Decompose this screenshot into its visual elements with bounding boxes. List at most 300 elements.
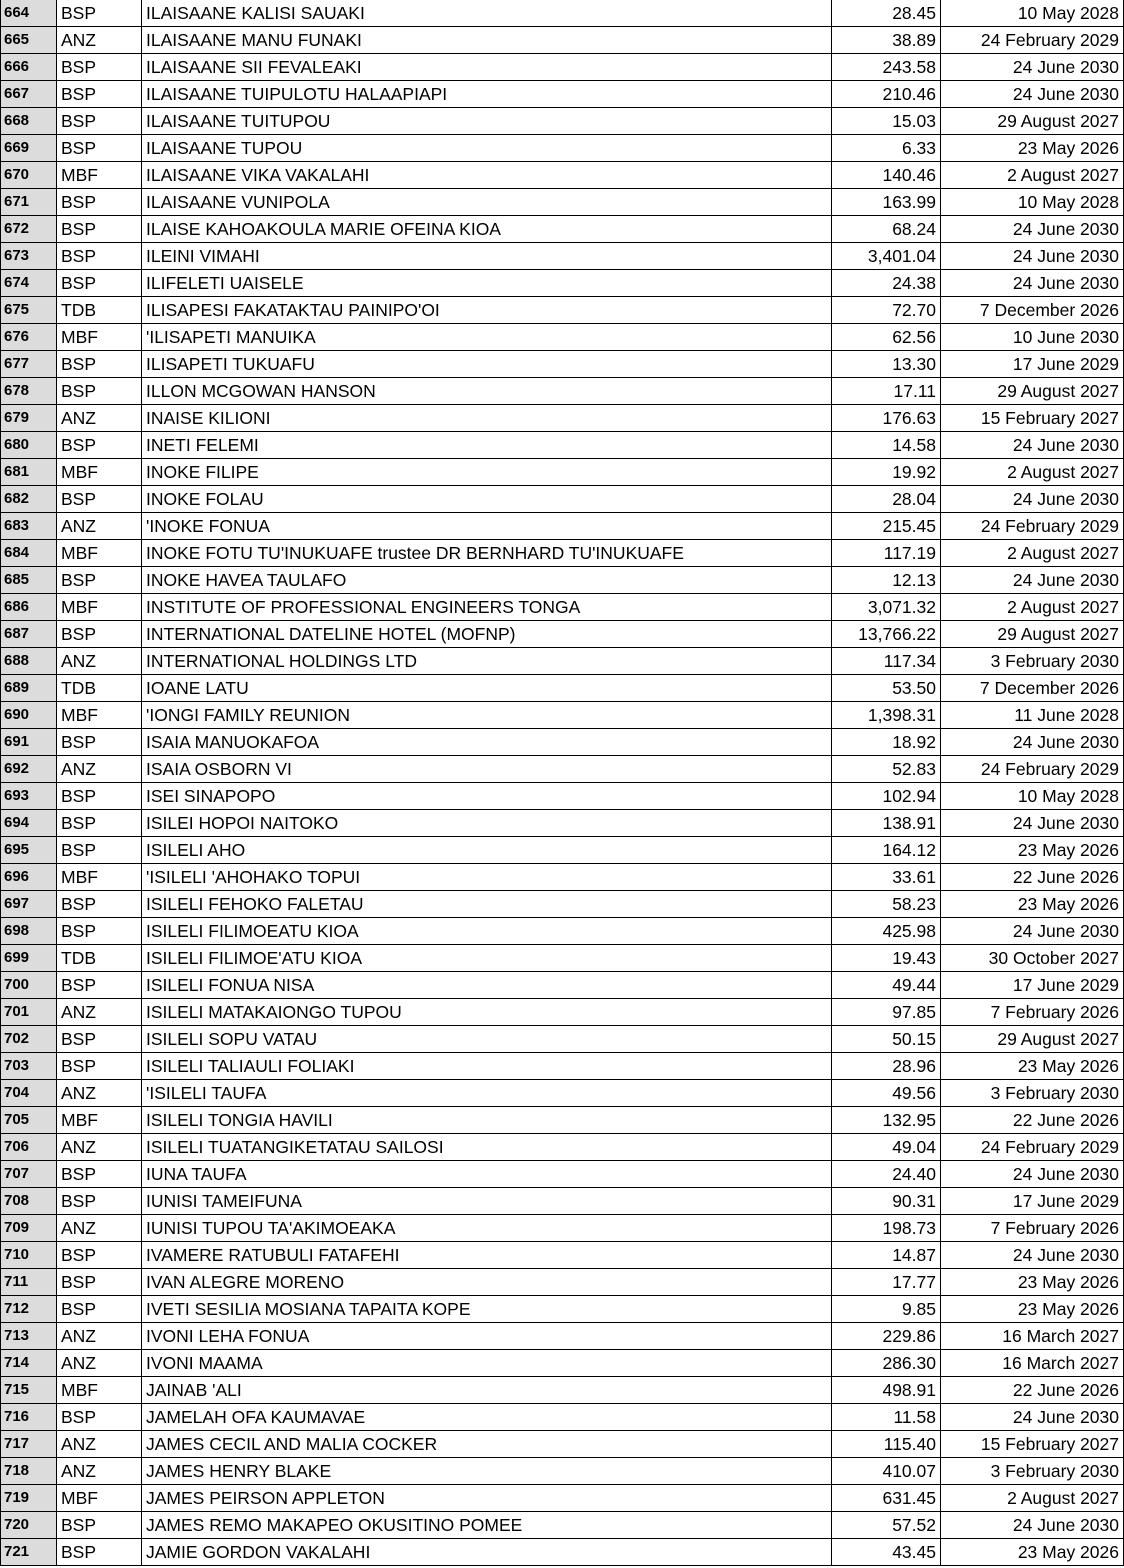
table-row [1,1296,1124,1323]
account-name-cell: 'ISILELI 'AHOHAKO TOPUI [142,864,832,891]
date-cell: 17 June 2029 [941,972,1124,999]
amount-cell: 24.40 [832,1161,941,1188]
account-name-cell: JAMELAH OFA KAUMAVAE [142,1404,832,1431]
account-name-cell: ILAISAANE TUITUPOU [142,108,832,135]
account-name-cell: INTERNATIONAL DATELINE HOTEL (MOFNP) [142,621,832,648]
account-name-cell: INAISE KILIONI [142,405,832,432]
row-number-cell: 692 [1,756,57,783]
amount-cell: 631.45 [832,1485,941,1512]
bank-code-cell: MBF [57,702,142,729]
row-number-cell: 699 [1,945,57,972]
date-cell: 24 June 2030 [941,270,1124,297]
account-name-cell: IVONI LEHA FONUA [142,1323,832,1350]
date-cell: 7 February 2026 [941,1215,1124,1242]
account-name-cell: 'INOKE FONUA [142,513,832,540]
bank-code-cell: BSP [57,1539,142,1566]
table-body [1,0,1124,1566]
account-name-cell: ILEINI VIMAHI [142,243,832,270]
row-number-cell: 672 [1,216,57,243]
date-cell: 23 May 2026 [941,1269,1124,1296]
amount-cell: 62.56 [832,324,941,351]
bank-code-cell: BSP [57,1242,142,1269]
bank-code-cell: BSP [57,0,142,27]
row-number-cell: 710 [1,1242,57,1269]
table-row [1,432,1124,459]
table-row [1,1323,1124,1350]
table-row [1,1350,1124,1377]
amount-cell: 58.23 [832,891,941,918]
bank-code-cell: BSP [57,486,142,513]
amount-cell: 72.70 [832,297,941,324]
table-row [1,864,1124,891]
account-name-cell: INOKE HAVEA TAULAFO [142,567,832,594]
amount-cell: 49.04 [832,1134,941,1161]
account-name-cell: ILAISE KAHOAKOULA MARIE OFEINA KIOA [142,216,832,243]
row-number-cell: 677 [1,351,57,378]
bank-code-cell: BSP [57,1053,142,1080]
amount-cell: 9.85 [832,1296,941,1323]
table-row [1,351,1124,378]
date-cell: 11 June 2028 [941,702,1124,729]
row-number-cell: 669 [1,135,57,162]
date-cell: 22 June 2026 [941,1377,1124,1404]
bank-code-cell: ANZ [57,1458,142,1485]
account-name-cell: ISILEI HOPOI NAITOKO [142,810,832,837]
table-row [1,918,1124,945]
row-number-cell: 716 [1,1404,57,1431]
date-cell: 10 May 2028 [941,0,1124,27]
table-row [1,1458,1124,1485]
bank-code-cell: MBF [57,1485,142,1512]
date-cell: 24 June 2030 [941,810,1124,837]
row-number-cell: 690 [1,702,57,729]
date-cell: 15 February 2027 [941,405,1124,432]
row-number-cell: 686 [1,594,57,621]
bank-code-cell: BSP [57,810,142,837]
amount-cell: 102.94 [832,783,941,810]
table-row [1,675,1124,702]
row-number-cell: 682 [1,486,57,513]
amount-cell: 43.45 [832,1539,941,1566]
amount-cell: 33.61 [832,864,941,891]
date-cell: 23 May 2026 [941,1053,1124,1080]
bank-code-cell: BSP [57,783,142,810]
amount-cell: 14.87 [832,1242,941,1269]
bank-code-cell: BSP [57,54,142,81]
bank-code-cell: TDB [57,675,142,702]
amount-cell: 176.63 [832,405,941,432]
account-name-cell: JAMES CECIL AND MALIA COCKER [142,1431,832,1458]
account-name-cell: 'ILISAPETI MANUIKA [142,324,832,351]
amount-cell: 229.86 [832,1323,941,1350]
amount-cell: 3,071.32 [832,594,941,621]
amount-cell: 68.24 [832,216,941,243]
bank-code-cell: MBF [57,324,142,351]
amount-cell: 24.38 [832,270,941,297]
amount-cell: 198.73 [832,1215,941,1242]
row-number-cell: 706 [1,1134,57,1161]
account-name-cell: ISILELI SOPU VATAU [142,1026,832,1053]
amount-cell: 210.46 [832,81,941,108]
date-cell: 10 May 2028 [941,783,1124,810]
amount-cell: 117.19 [832,540,941,567]
date-cell: 24 June 2030 [941,729,1124,756]
table-row [1,1485,1124,1512]
bank-code-cell: TDB [57,945,142,972]
account-name-cell: ISAIA MANUOKAFOA [142,729,832,756]
table-row [1,27,1124,54]
account-name-cell: 'ISILELI TAUFA [142,1080,832,1107]
account-name-cell: IUNISI TUPOU TA'AKIMOEAKA [142,1215,832,1242]
account-name-cell: INOKE FOLAU [142,486,832,513]
account-name-cell: JAINAB 'ALI [142,1377,832,1404]
date-cell: 7 February 2026 [941,999,1124,1026]
account-name-cell: ILISAPETI TUKUAFU [142,351,832,378]
row-number-cell: 688 [1,648,57,675]
bank-code-cell: BSP [57,243,142,270]
row-number-cell: 696 [1,864,57,891]
date-cell: 17 June 2029 [941,351,1124,378]
date-cell: 22 June 2026 [941,1107,1124,1134]
date-cell: 24 June 2030 [941,54,1124,81]
table-row [1,648,1124,675]
date-cell: 7 December 2026 [941,675,1124,702]
row-number-cell: 691 [1,729,57,756]
row-number-cell: 697 [1,891,57,918]
account-name-cell: ILAISAANE VUNIPOLA [142,189,832,216]
bank-code-cell: MBF [57,162,142,189]
amount-cell: 15.03 [832,108,941,135]
date-cell: 2 August 2027 [941,594,1124,621]
amount-cell: 50.15 [832,1026,941,1053]
bank-code-cell: MBF [57,540,142,567]
table-row [1,162,1124,189]
row-number-cell: 685 [1,567,57,594]
bank-code-cell: BSP [57,1296,142,1323]
date-cell: 16 March 2027 [941,1323,1124,1350]
row-number-cell: 694 [1,810,57,837]
bank-code-cell: ANZ [57,999,142,1026]
table-row [1,540,1124,567]
row-number-cell: 714 [1,1350,57,1377]
amount-cell: 53.50 [832,675,941,702]
date-cell: 24 February 2029 [941,27,1124,54]
table-row [1,513,1124,540]
row-number-cell: 689 [1,675,57,702]
row-number-cell: 721 [1,1539,57,1566]
date-cell: 24 June 2030 [941,918,1124,945]
account-name-cell: ISILELI TONGIA HAVILI [142,1107,832,1134]
amount-cell: 17.77 [832,1269,941,1296]
row-number-cell: 711 [1,1269,57,1296]
account-name-cell: INTERNATIONAL HOLDINGS LTD [142,648,832,675]
table-row [1,972,1124,999]
amount-cell: 215.45 [832,513,941,540]
amount-cell: 52.83 [832,756,941,783]
table-row [1,297,1124,324]
date-cell: 3 February 2030 [941,1080,1124,1107]
row-number-cell: 700 [1,972,57,999]
row-number-cell: 681 [1,459,57,486]
amount-cell: 12.13 [832,567,941,594]
date-cell: 24 June 2030 [941,1404,1124,1431]
table-row [1,189,1124,216]
account-name-cell: ISILELI TALIAULI FOLIAKI [142,1053,832,1080]
account-name-cell: JAMES REMO MAKAPEO OKUSITINO POMEE [142,1512,832,1539]
account-name-cell: ISAIA OSBORN VI [142,756,832,783]
table-row [1,486,1124,513]
amount-cell: 19.92 [832,459,941,486]
account-name-cell: 'IONGI FAMILY REUNION [142,702,832,729]
date-cell: 16 March 2027 [941,1350,1124,1377]
amount-cell: 90.31 [832,1188,941,1215]
row-number-cell: 678 [1,378,57,405]
bank-code-cell: BSP [57,81,142,108]
date-cell: 22 June 2026 [941,864,1124,891]
table-row [1,135,1124,162]
account-name-cell: IUNISI TAMEIFUNA [142,1188,832,1215]
bank-code-cell: BSP [57,891,142,918]
row-number-cell: 687 [1,621,57,648]
bank-code-cell: BSP [57,270,142,297]
date-cell: 29 August 2027 [941,1026,1124,1053]
amount-cell: 11.58 [832,1404,941,1431]
row-number-cell: 708 [1,1188,57,1215]
row-number-cell: 679 [1,405,57,432]
date-cell: 23 May 2026 [941,891,1124,918]
account-name-cell: ILAISAANE KALISI SAUAKI [142,0,832,27]
account-name-cell: JAMES HENRY BLAKE [142,1458,832,1485]
row-number-cell: 674 [1,270,57,297]
account-name-cell: ISILELI FILIMOEATU KIOA [142,918,832,945]
bank-code-cell: TDB [57,297,142,324]
bank-code-cell: ANZ [57,756,142,783]
date-cell: 24 June 2030 [941,432,1124,459]
amount-cell: 286.30 [832,1350,941,1377]
bank-code-cell: MBF [57,594,142,621]
table-row [1,1188,1124,1215]
bank-code-cell: BSP [57,621,142,648]
bank-code-cell: BSP [57,216,142,243]
bank-code-cell: BSP [57,1269,142,1296]
bank-code-cell: ANZ [57,1323,142,1350]
table-row [1,1512,1124,1539]
date-cell: 2 August 2027 [941,162,1124,189]
row-number-cell: 712 [1,1296,57,1323]
date-cell: 24 June 2030 [941,1242,1124,1269]
date-cell: 24 June 2030 [941,1161,1124,1188]
date-cell: 29 August 2027 [941,378,1124,405]
date-cell: 7 December 2026 [941,297,1124,324]
amount-cell: 498.91 [832,1377,941,1404]
date-cell: 29 August 2027 [941,621,1124,648]
table-row [1,1080,1124,1107]
row-number-cell: 707 [1,1161,57,1188]
table-row [1,783,1124,810]
account-name-cell: INOKE FILIPE [142,459,832,486]
row-number-cell: 717 [1,1431,57,1458]
table-row [1,1242,1124,1269]
table-row [1,756,1124,783]
bank-code-cell: ANZ [57,1215,142,1242]
bank-code-cell: BSP [57,1161,142,1188]
row-number-cell: 719 [1,1485,57,1512]
bank-code-cell: BSP [57,351,142,378]
amount-cell: 28.45 [832,0,941,27]
account-name-cell: IUNA TAUFA [142,1161,832,1188]
row-number-cell: 676 [1,324,57,351]
row-number-cell: 670 [1,162,57,189]
row-number-cell: 664 [1,0,57,27]
table-row [1,729,1124,756]
account-name-cell: ILLON MCGOWAN HANSON [142,378,832,405]
table-row [1,54,1124,81]
amount-cell: 13.30 [832,351,941,378]
amount-cell: 28.04 [832,486,941,513]
date-cell: 29 August 2027 [941,108,1124,135]
account-name-cell: ISILELI AHO [142,837,832,864]
bank-code-cell: ANZ [57,513,142,540]
bank-code-cell: BSP [57,1188,142,1215]
amount-cell: 425.98 [832,918,941,945]
bank-code-cell: BSP [57,189,142,216]
bank-code-cell: ANZ [57,648,142,675]
table-row [1,1404,1124,1431]
table-row [1,702,1124,729]
account-name-cell: ILAISAANE VIKA VAKALAHI [142,162,832,189]
row-number-cell: 703 [1,1053,57,1080]
table-row [1,1215,1124,1242]
amount-cell: 28.96 [832,1053,941,1080]
amount-cell: 138.91 [832,810,941,837]
row-number-cell: 665 [1,27,57,54]
bank-code-cell: MBF [57,1377,142,1404]
table-row [1,108,1124,135]
row-number-cell: 684 [1,540,57,567]
bank-code-cell: BSP [57,378,142,405]
date-cell: 24 June 2030 [941,567,1124,594]
account-name-cell: IVONI MAAMA [142,1350,832,1377]
account-name-cell: JAMIE GORDON VAKALAHI [142,1539,832,1566]
table-row [1,945,1124,972]
row-number-cell: 718 [1,1458,57,1485]
row-number-cell: 693 [1,783,57,810]
bank-code-cell: MBF [57,864,142,891]
amount-cell: 14.58 [832,432,941,459]
table-row [1,594,1124,621]
amount-cell: 97.85 [832,999,941,1026]
row-number-cell: 715 [1,1377,57,1404]
row-number-cell: 702 [1,1026,57,1053]
account-name-cell: INOKE FOTU TU'INUKUAFE trustee DR BERNHARD TU'INUKUAFE [142,540,832,567]
row-number-cell: 668 [1,108,57,135]
account-name-cell: IOANE LATU [142,675,832,702]
amount-cell: 18.92 [832,729,941,756]
amount-cell: 117.34 [832,648,941,675]
bank-code-cell: BSP [57,432,142,459]
amount-cell: 140.46 [832,162,941,189]
row-number-cell: 709 [1,1215,57,1242]
date-cell: 10 June 2030 [941,324,1124,351]
table-row [1,999,1124,1026]
bank-code-cell: BSP [57,108,142,135]
table-row [1,1161,1124,1188]
date-cell: 2 August 2027 [941,540,1124,567]
date-cell: 23 May 2026 [941,1539,1124,1566]
bank-code-cell: BSP [57,729,142,756]
amount-cell: 57.52 [832,1512,941,1539]
date-cell: 30 October 2027 [941,945,1124,972]
account-name-cell: ILAISAANE TUPOU [142,135,832,162]
account-name-cell: INETI FELEMI [142,432,832,459]
bank-code-cell: BSP [57,567,142,594]
amount-cell: 49.56 [832,1080,941,1107]
bank-code-cell: BSP [57,918,142,945]
amount-cell: 243.58 [832,54,941,81]
amount-cell: 3,401.04 [832,243,941,270]
account-name-cell: IVETI SESILIA MOSIANA TAPAITA KOPE [142,1296,832,1323]
bank-code-cell: ANZ [57,1080,142,1107]
date-cell: 2 August 2027 [941,459,1124,486]
account-name-cell: ISILELI FONUA NISA [142,972,832,999]
date-cell: 2 August 2027 [941,1485,1124,1512]
date-cell: 24 February 2029 [941,756,1124,783]
table-row [1,1053,1124,1080]
bank-code-cell: ANZ [57,1431,142,1458]
bank-code-cell: BSP [57,1404,142,1431]
table-row [1,1377,1124,1404]
row-number-cell: 698 [1,918,57,945]
table-row [1,243,1124,270]
row-number-cell: 713 [1,1323,57,1350]
table-row [1,81,1124,108]
table-row [1,0,1124,27]
row-number-cell: 671 [1,189,57,216]
bank-code-cell: ANZ [57,1134,142,1161]
account-name-cell: ILISAPESI FAKATAKTAU PAINIPO'OI [142,297,832,324]
date-cell: 24 February 2029 [941,1134,1124,1161]
row-number-cell: 695 [1,837,57,864]
amount-cell: 49.44 [832,972,941,999]
table-row [1,1539,1124,1566]
amount-cell: 163.99 [832,189,941,216]
account-name-cell: IVAMERE RATUBULI FATAFEHI [142,1242,832,1269]
date-cell: 24 June 2030 [941,486,1124,513]
table-row [1,216,1124,243]
date-cell: 23 May 2026 [941,135,1124,162]
row-number-cell: 683 [1,513,57,540]
amount-cell: 115.40 [832,1431,941,1458]
amount-cell: 164.12 [832,837,941,864]
account-name-cell: ISEI SINAPOPO [142,783,832,810]
amount-cell: 410.07 [832,1458,941,1485]
bank-code-cell: BSP [57,135,142,162]
account-name-cell: ILAISAANE TUIPULOTU HALAAPIAPI [142,81,832,108]
date-cell: 3 February 2030 [941,1458,1124,1485]
date-cell: 23 May 2026 [941,1296,1124,1323]
table-row [1,1107,1124,1134]
account-name-cell: ILAISAANE MANU FUNAKI [142,27,832,54]
date-cell: 24 February 2029 [941,513,1124,540]
row-number-cell: 675 [1,297,57,324]
table-row [1,270,1124,297]
date-cell: 10 May 2028 [941,189,1124,216]
bank-code-cell: ANZ [57,27,142,54]
account-name-cell: ISILELI MATAKAIONGO TUPOU [142,999,832,1026]
bank-code-cell: MBF [57,1107,142,1134]
table-row [1,324,1124,351]
date-cell: 15 February 2027 [941,1431,1124,1458]
